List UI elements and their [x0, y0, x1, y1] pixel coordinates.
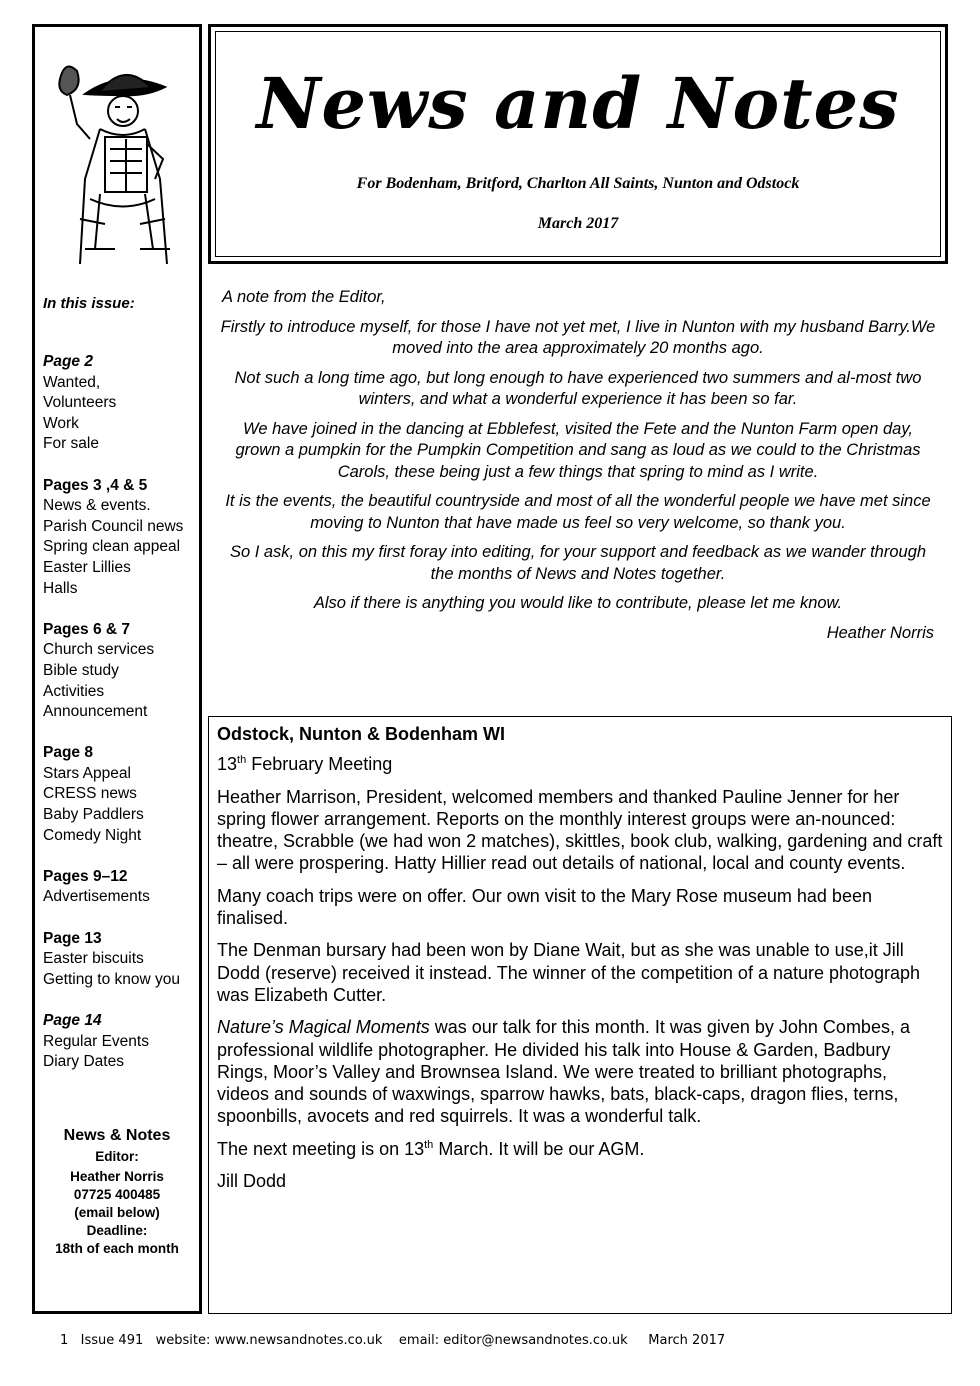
issue-date: March 2017 [537, 215, 619, 232]
toc-item: Baby Paddlers [43, 806, 144, 824]
toc-item: Work [43, 414, 79, 432]
toc-item: Parish Council news [43, 517, 184, 535]
editor-note-paragraph: It is the events, the beautiful countryside and most of all the wonderful people we have met since moving to Nunton that have made us feel so very welcome, so thank you. [225, 492, 931, 532]
editor-email-note: (email below) [74, 1205, 160, 1220]
wi-meeting-title [217, 753, 943, 775]
newsletter-title: News and Notes [256, 62, 900, 145]
wi-article [208, 716, 952, 1314]
editor-note-paragraph: Also if there is anything you would like to contribute, please let me know. [313, 594, 843, 612]
wi-paragraph: Many coach trips were on offer. Our own visit to the Mary Rose museum had been finalised. [217, 885, 872, 929]
toc-page-heading: Page 2 [43, 353, 93, 370]
toc-item: Comedy Night [43, 826, 142, 844]
toc-item: Stars Appeal [43, 764, 131, 782]
editor-note-greeting: A note from the Editor, [222, 288, 386, 306]
wi-meeting-rest: February Meeting [246, 754, 393, 775]
wi-next-post: March. It will be our AGM. [433, 1138, 645, 1159]
wi-next-sup: th [424, 1138, 434, 1151]
toc-group [43, 620, 201, 723]
toc-group [43, 352, 201, 455]
masthead-inner-frame [215, 31, 941, 257]
wi-meeting-day: 13 [217, 754, 238, 775]
toc-item: Regular Events [43, 1032, 149, 1050]
wi-paragraph: Heather Marrison, President, welcomed members and thanked Pauline Jenner for her spring flower arrangement. Reports on the monthly interest groups were an-nounced: theatre, Scrabble (we had won 2 matches), skittles, book club, walking, gardening and craft – all were prospering. Hatty Hillier read out details of national, local and county events. [217, 786, 943, 874]
in-this-issue-heading: In this issue: [43, 295, 135, 312]
toc-group [43, 743, 201, 846]
toc-page-heading: Pages 6 & 7 [43, 620, 131, 638]
toc-group [43, 1011, 201, 1073]
editor-note-paragraph: Not such a long time ago, but long enough to have experienced two summers and al-most two winters, and what a wonderful experience it has been so far. [234, 368, 922, 408]
editor-note-signature: Heather Norris [826, 623, 934, 642]
toc-item: CRESS news [43, 785, 137, 803]
wi-next-meeting [217, 1138, 943, 1160]
wi-heading: Odstock, Nunton & Bodenham WI [217, 724, 505, 744]
town-crier-icon [45, 49, 195, 269]
wi-paragraph [217, 1016, 943, 1127]
toc-group [43, 929, 201, 991]
deadline-value: 18th of each month [55, 1241, 179, 1256]
toc-page-heading: Pages 3 ,4 & 5 [43, 476, 148, 494]
toc-item: Getting to know you [43, 970, 180, 988]
editor-note-paragraph: So I ask, on this my first foray into editing, for your support and feedback as we wander through the months of News and Notes together. [229, 543, 927, 583]
toc-group [43, 476, 201, 600]
editor-box-heading: News & Notes [63, 1127, 171, 1144]
editor-label: Editor: [95, 1149, 139, 1164]
toc-item: Volunteers [43, 394, 117, 412]
toc-item: Church services [43, 641, 155, 659]
table-of-contents [43, 352, 201, 1093]
wi-talk-text: was our talk for this month. It was given by John Combes, a professional wildlife photographer. He divided his talk into House & Garden, Badbury Rings, Moor’s Valley and Brownsea Island. We were treated to brilliant photographs, videos and sounds of waxwings, sparrow hawks, bats, black-caps, dragon flies, terns, spoonbills, avocets and red squirrels. It was a wonderful talk. [217, 1017, 910, 1127]
wi-paragraph: The Denman bursary had been won by Diane Wait, but as she was unable to use,it Jill Dodd (reserve) received it instead. The winner of the competition of a nature photograph was Elizabeth Cutter. [217, 940, 921, 1005]
wi-next-pre: The next meeting is on 13 [217, 1138, 425, 1159]
toc-page-heading: Pages 9–12 [43, 867, 128, 885]
toc-page-heading: Page 8 [43, 744, 93, 762]
toc-item: Spring clean appeal [43, 538, 181, 556]
wi-meeting-sup: th [237, 754, 247, 767]
toc-item: Easter biscuits [43, 950, 144, 968]
wi-talk-title: Nature’s Magical Moments [217, 1017, 430, 1038]
toc-item: Bible study [43, 661, 119, 679]
newsletter-subtitle: For Bodenham, Britford, Charlton All Saints, Nunton and Odstock [356, 175, 800, 192]
toc-item: Halls [43, 579, 78, 597]
toc-item: Advertisements [43, 888, 150, 906]
page-footer: 1 Issue 491 website: www.newsandnotes.co.uk email: editor@newsandnotes.co.uk March 2017 [60, 1333, 726, 1348]
editor-contact-box [35, 1127, 199, 1258]
toc-page-heading: Page 14 [43, 1012, 102, 1029]
toc-item: News & events. [43, 497, 151, 515]
toc-page-heading: Page 13 [43, 929, 102, 947]
toc-item: For sale [43, 435, 99, 453]
editor-phone: 07725 400485 [73, 1187, 161, 1202]
toc-group [43, 867, 201, 908]
toc-item: Wanted, [43, 373, 101, 391]
masthead [208, 24, 948, 264]
editor-name: Heather Norris [70, 1169, 164, 1184]
toc-item: Activities [43, 682, 105, 700]
wi-signoff: Jill Dodd [217, 1171, 287, 1192]
toc-item: Announcement [43, 703, 148, 721]
toc-item: Easter Lillies [43, 558, 131, 576]
editor-note-paragraph: We have joined in the dancing at Ebblefest, visited the Fete and the Nunton Farm open day, grown a pumpkin for the Pumpkin Competition and sang as loud as we could to the Christmas Carols, these being just a few things that spring to mind as I write. [235, 419, 921, 481]
toc-item: Diary Dates [43, 1053, 124, 1071]
sidebar [32, 24, 202, 1314]
editor-note [208, 287, 948, 644]
deadline-label: Deadline: [86, 1223, 148, 1238]
editor-note-paragraph: Firstly to introduce myself, for those I have not yet met, I live in Nunton with my husband Barry.We moved into the area approximately 20 months ago. [220, 317, 936, 357]
